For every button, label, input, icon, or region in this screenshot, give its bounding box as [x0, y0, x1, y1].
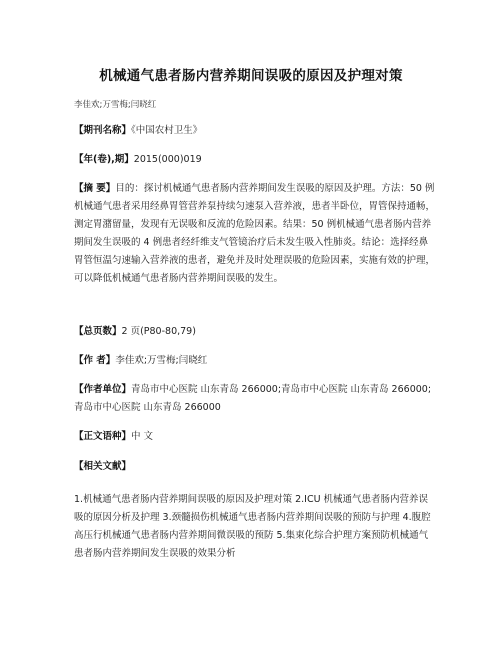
- related-literature: [74, 491, 436, 563]
- year-label: 【年(卷),期】: [74, 154, 134, 165]
- author-label: 【作 者】: [74, 355, 116, 366]
- related-label: 【相关文献】: [74, 461, 132, 472]
- author-line: 李佳欢;万雪梅;闫晓红: [74, 100, 157, 110]
- language-value: 中 文: [131, 431, 154, 442]
- language-label: 【正文语种】: [74, 431, 132, 442]
- author-field: [74, 352, 434, 370]
- affiliation-field: [74, 381, 436, 417]
- author-value: 李佳欢;万雪梅;闫晓红: [115, 355, 208, 366]
- year-field: [74, 151, 434, 169]
- document-title: 机械通气患者肠内营养期间误吸的原因及护理对策: [99, 68, 403, 84]
- language-field: [74, 428, 434, 446]
- journal-value: 《中国农村卫生》: [131, 125, 203, 136]
- related-text: 1.机械通气患者肠内营养期间误吸的原因及护理对策 2.ICU 机械通气患者肠内营养误吸的原因分析及护理 3.颈髓损伤机械通气患者肠内营养期间误吸的预防与护理 4.腹腔高压行机械通气患者肠内营养期间微误吸的预防 5.集束化综合护理方案预防机械通气患者肠内营养期间发生误吸的效果分析: [74, 494, 431, 559]
- pages-value: 2 页(P80-80,79): [121, 326, 196, 337]
- pages-field: [74, 323, 434, 341]
- affiliation-value: 青岛市中心医院 山东青岛 266000;青岛市中心医院 山东青岛 266000;青岛市中心医院 山东青岛 266000: [74, 384, 432, 413]
- abstract-field: [74, 180, 436, 288]
- affiliation-label: 【作者单位】: [74, 384, 132, 395]
- abstract-label: 【摘 要】: [74, 183, 116, 194]
- journal-field: [74, 122, 434, 140]
- year-value: 2015(000)019: [133, 154, 202, 165]
- related-label-line: [74, 458, 434, 476]
- journal-label: 【期刊名称】: [74, 125, 132, 136]
- abstract-text: 目的：探讨机械通气患者肠内营养期间发生误吸的原因及护理。方法：50 例机械通气患者采用经鼻胃管营养泵持续匀速泵入营养液，患者半卧位，胃管保持通畅，测定胃潴留量，发现有无误吸和反流的危险因素。结果：50 例机械通气患者肠内营养期间发生误吸的 4 例患者经纤维支气管镜治疗后未发生吸入性肺炎。结论：选择经鼻胃管恒温匀速输入营养液的患者，避免并及时处理误吸的危险因素，实施有效的护理，可以降低机械通气患者肠内营养期间误吸的发生。: [74, 183, 436, 284]
- pages-label: 【总页数】: [74, 326, 122, 337]
